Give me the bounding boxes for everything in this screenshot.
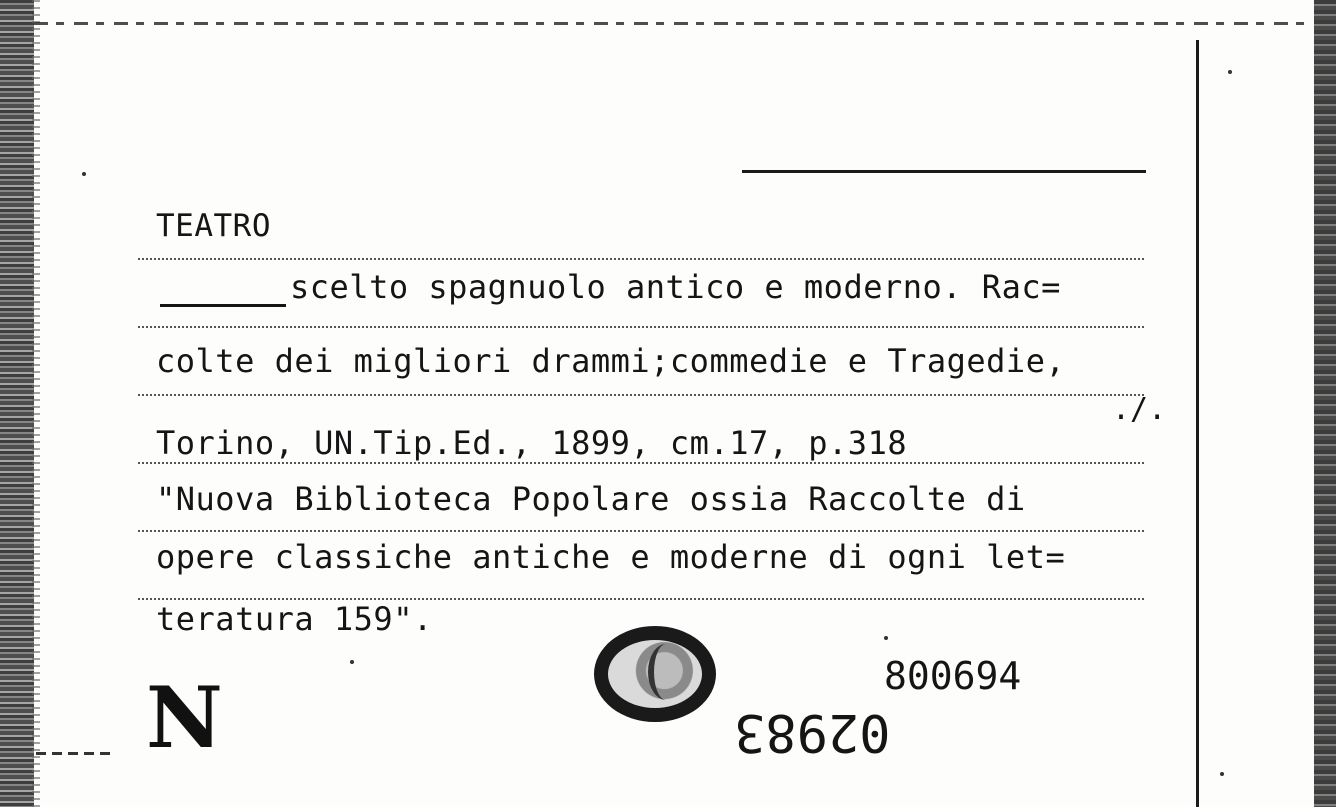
card-line-1: scelto spagnuolo antico e moderno. Rac= [290, 268, 1061, 306]
card-left-edge [0, 0, 34, 807]
dotted-ruling [138, 258, 1144, 260]
dotted-ruling [138, 462, 1144, 464]
card-line-4: "Nuova Biblioteca Popolare ossia Raccolte di [156, 480, 1026, 518]
speck [82, 172, 86, 176]
card-line-6: teratura 159". [156, 600, 433, 638]
speck [350, 660, 354, 664]
card-right-edge [1314, 0, 1336, 807]
dotted-ruling [138, 530, 1144, 532]
corner-scribble [36, 752, 116, 755]
speck [1220, 772, 1224, 776]
card-right-margin-rule [1196, 40, 1199, 807]
dotted-ruling [138, 394, 1144, 396]
speck [1228, 70, 1232, 74]
heading-repeat-dash [160, 304, 286, 307]
inventory-number: 800694 [884, 654, 1022, 698]
dotted-ruling [138, 326, 1144, 328]
card-line-2: colte dei migliori drammi;commedie e Tragedie, [156, 342, 1066, 380]
card-line-3: Torino, UN.Tip.Ed., 1899, cm.17, p.318 [156, 424, 908, 462]
card-line-5: opere classiche antiche e moderne di ogni let= [156, 538, 1066, 576]
continuation-mark: ./. [1112, 392, 1167, 427]
card-top-rule [742, 170, 1146, 173]
inverted-number: 02983 [734, 702, 891, 762]
card-heading: TEATRO [156, 208, 271, 244]
card-top-edge [34, 22, 1314, 25]
speck [884, 636, 888, 640]
letter-mark: N [146, 668, 223, 767]
library-stamp-icon [594, 626, 716, 722]
